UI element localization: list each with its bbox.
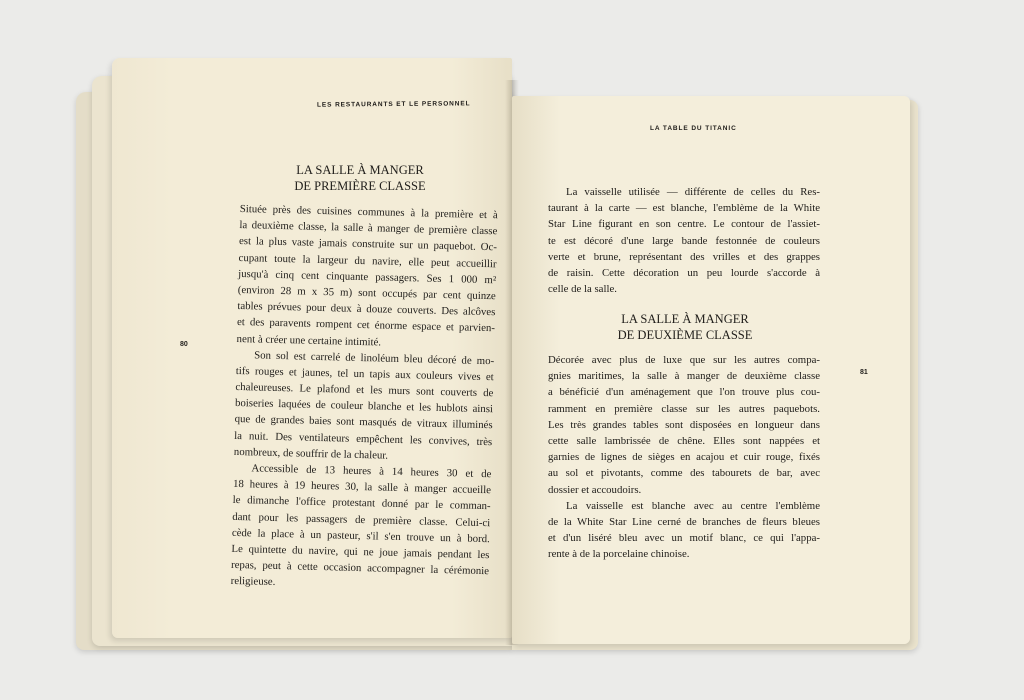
text-line: dossier et accoudoirs. (548, 483, 642, 496)
text-line: La vaisselle utilisée — différente de celles du Res- (566, 186, 820, 198)
text-line: nent à créer une certaine intimité. (236, 332, 382, 348)
text-line: chaleureuses. Le plafond et les murs sont couverts de (235, 381, 494, 400)
text-line: Son sol est carrelé de linoléum bleu décoré de mo- (254, 349, 495, 367)
text-line: garnies de lignes de sièges en acajou et cuir rouge, fixés (548, 451, 820, 464)
text-line: (environ 28 m x 35 m) sont occupés par cent quinze (237, 283, 496, 303)
left-running-head: LES RESTAURANTS ET LE PERSONNEL (316, 100, 471, 109)
left-section-title-line-2: DE PREMIÈRE CLASSE (294, 179, 426, 193)
text-line: tables prévues pour deux à douze couverts. Des alcôves (237, 300, 496, 319)
text-line: religieuse. (230, 575, 276, 589)
text-line: repas, peut à cette occasion accompagner la cérémonie (230, 559, 490, 578)
text-line: boiseries laquées de couleur blanche et les hublots ainsi (234, 397, 494, 416)
left-section-title-line-1: LA SALLE À MANGER (296, 163, 424, 177)
right-page-number: 81 (860, 369, 868, 376)
text-line: au sol et pivotants, comme des tabourets de bar, avec (548, 467, 820, 480)
text-line: Star Line figurant en son centre. Le contour de l'assiet- (548, 218, 820, 231)
text-line: La vaisselle est blanche avec au centre l'emblème (566, 499, 820, 512)
text-line: ramment en première classe sur les autres paquebots. (548, 402, 820, 415)
text-line: que de grandes baies sont masqués de vitraux illuminés (234, 413, 493, 432)
text-line: cette salle lambrissée de chêne. Elles sont nappées et (548, 434, 820, 447)
right-page (512, 96, 910, 644)
text-line: celle de la salle. (548, 283, 617, 296)
right-section-title (610, 311, 760, 343)
right-section-title-line-1: LA SALLE À MANGER (621, 312, 749, 326)
right-section-title-line-2: DE DEUXIÈME CLASSE (617, 328, 753, 342)
text-line: Accessible de 13 heures à 14 heures 30 et de (251, 462, 492, 481)
text-line: nombreux, de souffrir de la chaleur. (233, 445, 389, 462)
text-line: rente à de la porcelaine chinoise. (548, 548, 690, 561)
right-body-text (548, 352, 820, 562)
text-line: Le quintette du navire, qui ne joue jamais pendant les (231, 542, 490, 562)
text-line: de raisin. Cette décoration un peu lourde s'accorde à (548, 266, 820, 279)
text-line: est la plus vaste jamais construite sur un paquebot. Oc- (238, 235, 498, 254)
text-line: la nuit. Des ventilateurs empêchent les convives, très (234, 429, 493, 448)
text-line: cède la place à un pasteur, s'il s'en trouve un à bord. (231, 526, 490, 545)
text-line: verte et brune, représentant des vrilles et des grappes (548, 250, 820, 263)
text-line: Les très grandes tables sont disposées en longueur dans (548, 418, 820, 431)
text-line: 18 heures à 19 heures 30, la salle à manger accueille (232, 478, 492, 497)
text-line: de la White Star Line cerné de branches de fleurs bleues (548, 515, 820, 528)
text-line: a bénéficié d'un aménagement que l'on trouve plus cou- (548, 386, 820, 399)
text-line: tifs rouges et jaunes, tel un tapis aux couleurs vives et (235, 364, 494, 384)
text-line: et des paravents rompent cet énorme espace et parvien- (236, 316, 496, 335)
text-line: et d'un liséré bleu avec un motif blanc, ce qui l'appa- (548, 532, 820, 545)
text-line: le dimanche l'office protestant donné par le comman- (232, 494, 491, 513)
text-line: Décorée avec plus de luxe que sur les autres compa- (548, 354, 820, 366)
right-intro-text (548, 184, 820, 297)
text-line: cupant toute la largeur du navire, elle peut accueillir (238, 251, 497, 270)
text-line: Située près des cuisines communes à la première et à (239, 202, 498, 222)
left-body-text (231, 201, 498, 596)
left-section-title (290, 162, 430, 194)
text-line: te est décoré d'une large bande festonnée de couleurs (548, 234, 820, 247)
text-line: gnies maritimes, la salle à manger de deuxième classe (548, 370, 820, 383)
right-running-head: LA TABLE DU TITANIC (650, 125, 737, 132)
left-page (112, 58, 512, 638)
left-page-number: 80 (180, 341, 188, 348)
text-line: la deuxième classe, la salle à manger de première classe (239, 219, 498, 238)
text-line: jusqu'à cinq cent cinquante passagers. Ses 1 000 m² (238, 267, 497, 287)
text-line: taurant à la carte — est blanche, l'emblème de la White (548, 202, 820, 215)
text-line: dant pour les passagers de première classe. Celui-ci (232, 510, 491, 529)
